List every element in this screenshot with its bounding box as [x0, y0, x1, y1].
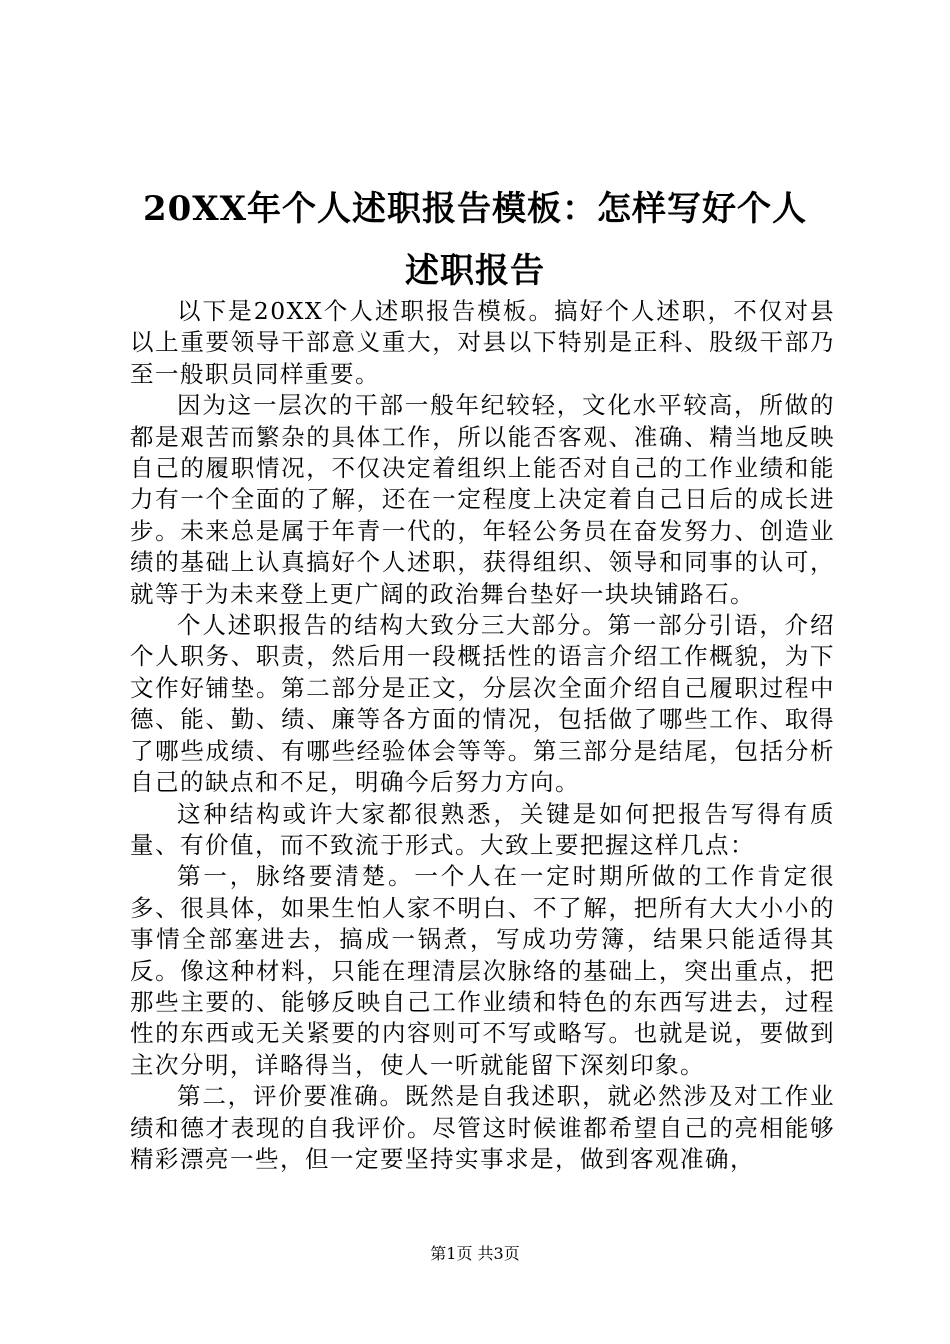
document-title: 20XX年个人述职报告模板：怎样写好个人述职报告 [142, 189, 808, 291]
paragraph-point-two: 第二，评价要准确。既然是自我述职，就必然涉及对工作业绩和德才表现的自我评价。尽管这时候谁都希望自己的亮相能够精彩漂亮一些，但一定要坚持实事求是，做到客观准确， [130, 1082, 835, 1173]
paragraph-point-one: 第一，脉络要清楚。一个人在一定时期所做的工作肯定很多、很具体，如果生怕人家不明白、不了解，把所有大大小小的事情全部塞进去，搞成一锅煮，写成功劳簿，结果只能适得其反。像这种材料，只能在理清层次脉络的基础上，突出重点，把那些主要的、能够反映自己工作业绩和特色的东西写进去，过程性的东西或无关紧要的内容则可不写或略写。也就是说，要做到主次分明，详略得当，使人一听就能留下深刻印象。 [130, 862, 835, 1079]
paragraph-intro: 以下是20XX个人述职报告模板。搞好个人述职，不仅对县以上重要领导干部意义重大，对县以下特别是正科、股级干部乃至一般职员同样重要。 [130, 297, 835, 388]
paragraph-structure: 个人述职报告的结构大致分三大部分。第一部分引语，介绍个人职务、职责，然后用一段概括性的语言介绍工作概貌，为下文作好铺垫。第二部分是正文，分层次全面介绍自己履职过程中德、能、勤、绩、廉等各方面的情况，包括做了哪些工作、取得了哪些成绩、有哪些经验体会等等。第三部分是结尾，包括分析自己的缺点和不足，明确今后努力方向。 [130, 611, 835, 797]
page-number-footer: 第1页 共3页 [430, 1244, 520, 1263]
paragraph-key-points: 这种结构或许大家都很熟悉，关键是如何把报告写得有质量、有价值，而不致流于形式。大致上要把握这样几点： [130, 799, 835, 859]
paragraph-reason: 因为这一层次的干部一般年纪较轻，文化水平较高，所做的都是艰苦而繁杂的具体工作，所以能否客观、准确、精当地反映自己的履职情况，不仅决定着组织上能否对自己的工作业绩和能力有一个全面的了解，还在一定程度上决定着自己日后的成长进步。未来总是属于年青一代的，年轻公务员在奋发努力、创造业绩的基础上认真搞好个人述职，获得组织、领导和同事的认可，就等于为未来登上更广阔的政治舞台垫好一块块铺路石。 [130, 391, 835, 608]
document-body [130, 296, 835, 1175]
